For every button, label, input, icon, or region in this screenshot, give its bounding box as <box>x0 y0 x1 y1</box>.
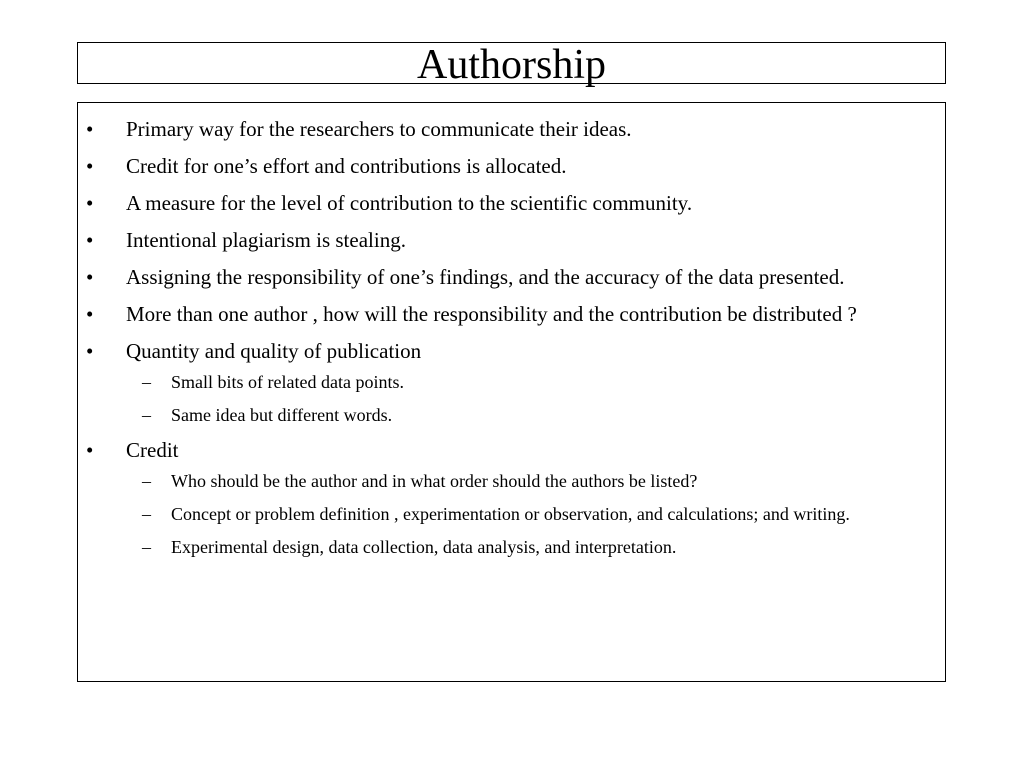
sub-bullet-marker: – <box>142 405 151 425</box>
bullet-marker: • <box>86 228 94 252</box>
bullet-item <box>78 151 945 182</box>
sub-bullet-marker: – <box>142 504 151 524</box>
sub-bullet-text: Experimental design, data collection, data analysis, and interpretation. <box>171 537 677 557</box>
slide-title-box <box>77 42 946 88</box>
bullet-item <box>78 114 945 145</box>
sub-bullet-item <box>78 534 945 561</box>
sub-bullet-item <box>78 369 945 396</box>
bullet-marker: • <box>86 438 94 462</box>
slide-content-box <box>77 102 946 682</box>
sub-bullet-marker: – <box>142 537 151 557</box>
sub-bullet-item <box>78 501 945 528</box>
bullet-marker: • <box>86 191 94 215</box>
bullet-text: Assigning the responsibility of one’s findings, and the accuracy of the data presented. <box>126 265 845 289</box>
bullet-text: Credit <box>126 438 179 462</box>
bullet-item <box>78 336 945 367</box>
sub-bullet-text: Small bits of related data points. <box>171 372 404 392</box>
bullet-text: Quantity and quality of publication <box>126 339 422 363</box>
sub-bullet-item <box>78 468 945 495</box>
bullet-text: Credit for one’s effort and contributions is allocated. <box>126 154 567 178</box>
bullet-text: A measure for the level of contribution to the scientific community. <box>126 191 693 215</box>
bullet-item <box>78 435 945 466</box>
bullet-item <box>78 262 945 293</box>
bullet-text: Primary way for the researchers to communicate their ideas. <box>126 117 632 141</box>
sub-bullet-text: Concept or problem definition , experimentation or observation, and calculations; and writing. <box>171 504 850 524</box>
bullet-text: More than one author , how will the responsibility and the contribution be distributed ? <box>126 302 857 326</box>
bullet-marker: • <box>86 339 94 363</box>
bullet-marker: • <box>86 117 94 141</box>
sub-bullet-item <box>78 402 945 429</box>
bullet-marker: • <box>86 302 94 326</box>
bullet-marker: • <box>86 265 94 289</box>
bullet-item <box>78 299 945 330</box>
bullet-text: Intentional plagiarism is stealing. <box>126 228 406 252</box>
slide-title: Authorship <box>417 42 606 88</box>
bullet-list <box>78 114 945 567</box>
bullet-item <box>78 188 945 219</box>
sub-bullet-text: Same idea but different words. <box>171 405 393 425</box>
sub-bullet-text: Who should be the author and in what order should the authors be listed? <box>171 471 698 491</box>
bullet-marker: • <box>86 154 94 178</box>
sub-bullet-marker: – <box>142 471 151 491</box>
sub-bullet-marker: – <box>142 372 151 392</box>
bullet-item <box>78 225 945 256</box>
